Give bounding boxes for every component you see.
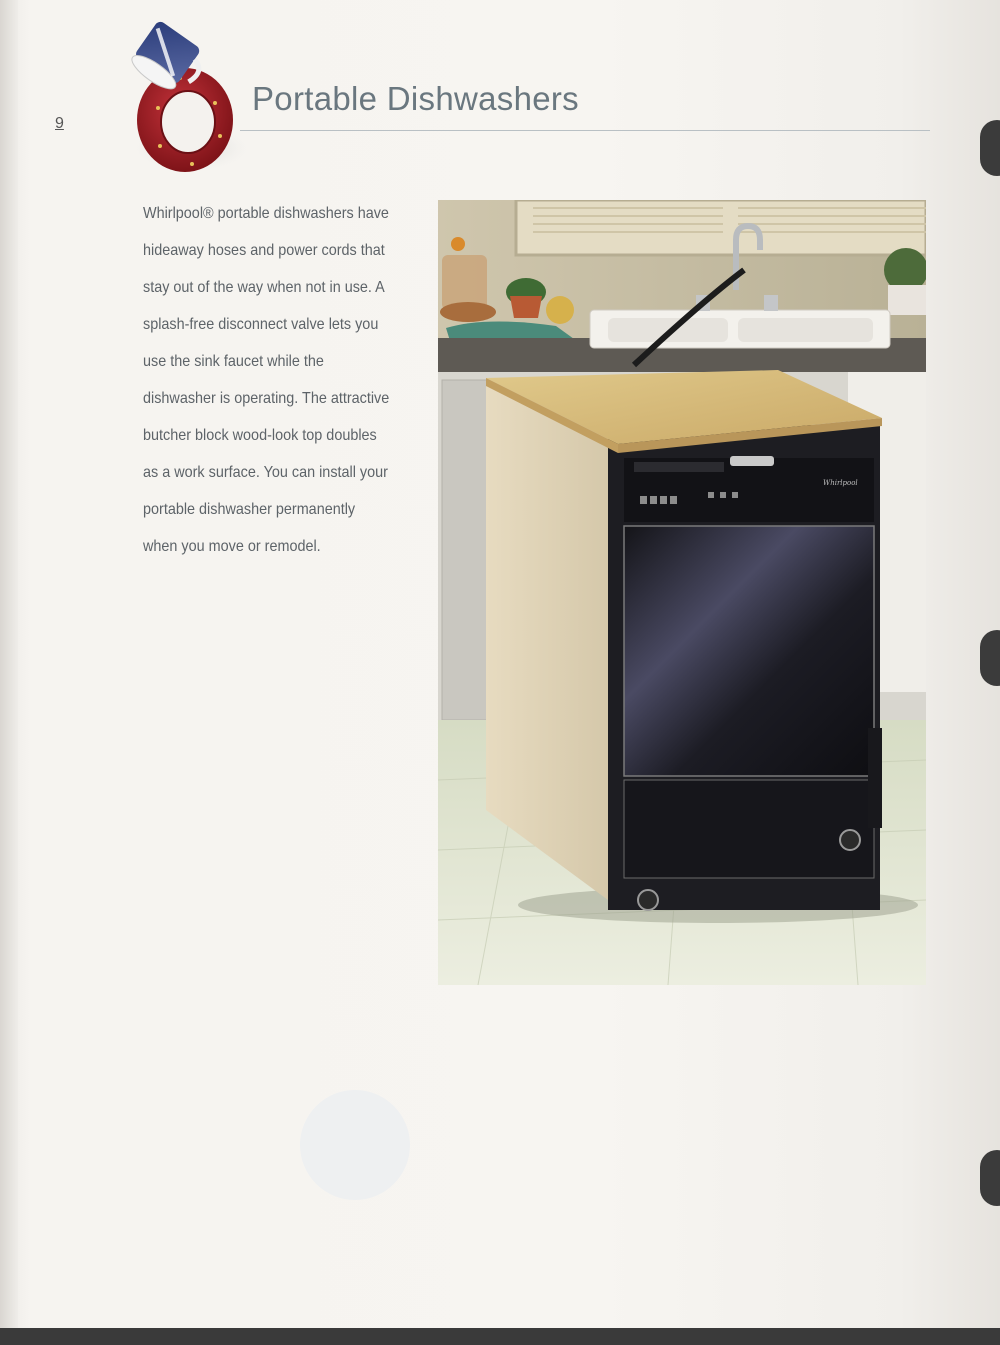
body-line: stay out of the way when not in use. A <box>143 279 385 296</box>
scan-border <box>0 1328 1000 1345</box>
svg-text:Whirlpool: Whirlpool <box>823 479 858 487</box>
body-line: when you move or remodel. <box>143 538 321 555</box>
page-edge <box>0 0 18 1345</box>
dishwasher-photo <box>438 200 926 985</box>
title-divider <box>240 130 930 131</box>
show-through-mark <box>300 1090 410 1200</box>
body-line: portable dishwasher permanently <box>143 501 356 518</box>
binder-hole-top <box>980 120 1000 176</box>
page-number: 9 <box>55 115 64 132</box>
binder-hole-bottom <box>980 1150 1000 1206</box>
cup-and-plate-icon <box>120 18 250 178</box>
body-line: butcher block wood-look top doubles <box>143 427 377 444</box>
body-line: hideaway hoses and power cords that <box>143 242 385 259</box>
body-line: as a work surface. You can install your <box>143 464 388 481</box>
body-paragraph <box>143 195 400 565</box>
body-line: splash-free disconnect valve lets you <box>143 316 379 333</box>
body-line: Whirlpool® portable dishwashers have <box>143 205 389 222</box>
body-line: use the sink faucet while the <box>143 353 324 370</box>
binder-hole-middle <box>980 630 1000 686</box>
page-title: Portable Dishwashers <box>252 80 579 117</box>
body-line: dishwasher is operating. The attractive <box>143 390 390 407</box>
